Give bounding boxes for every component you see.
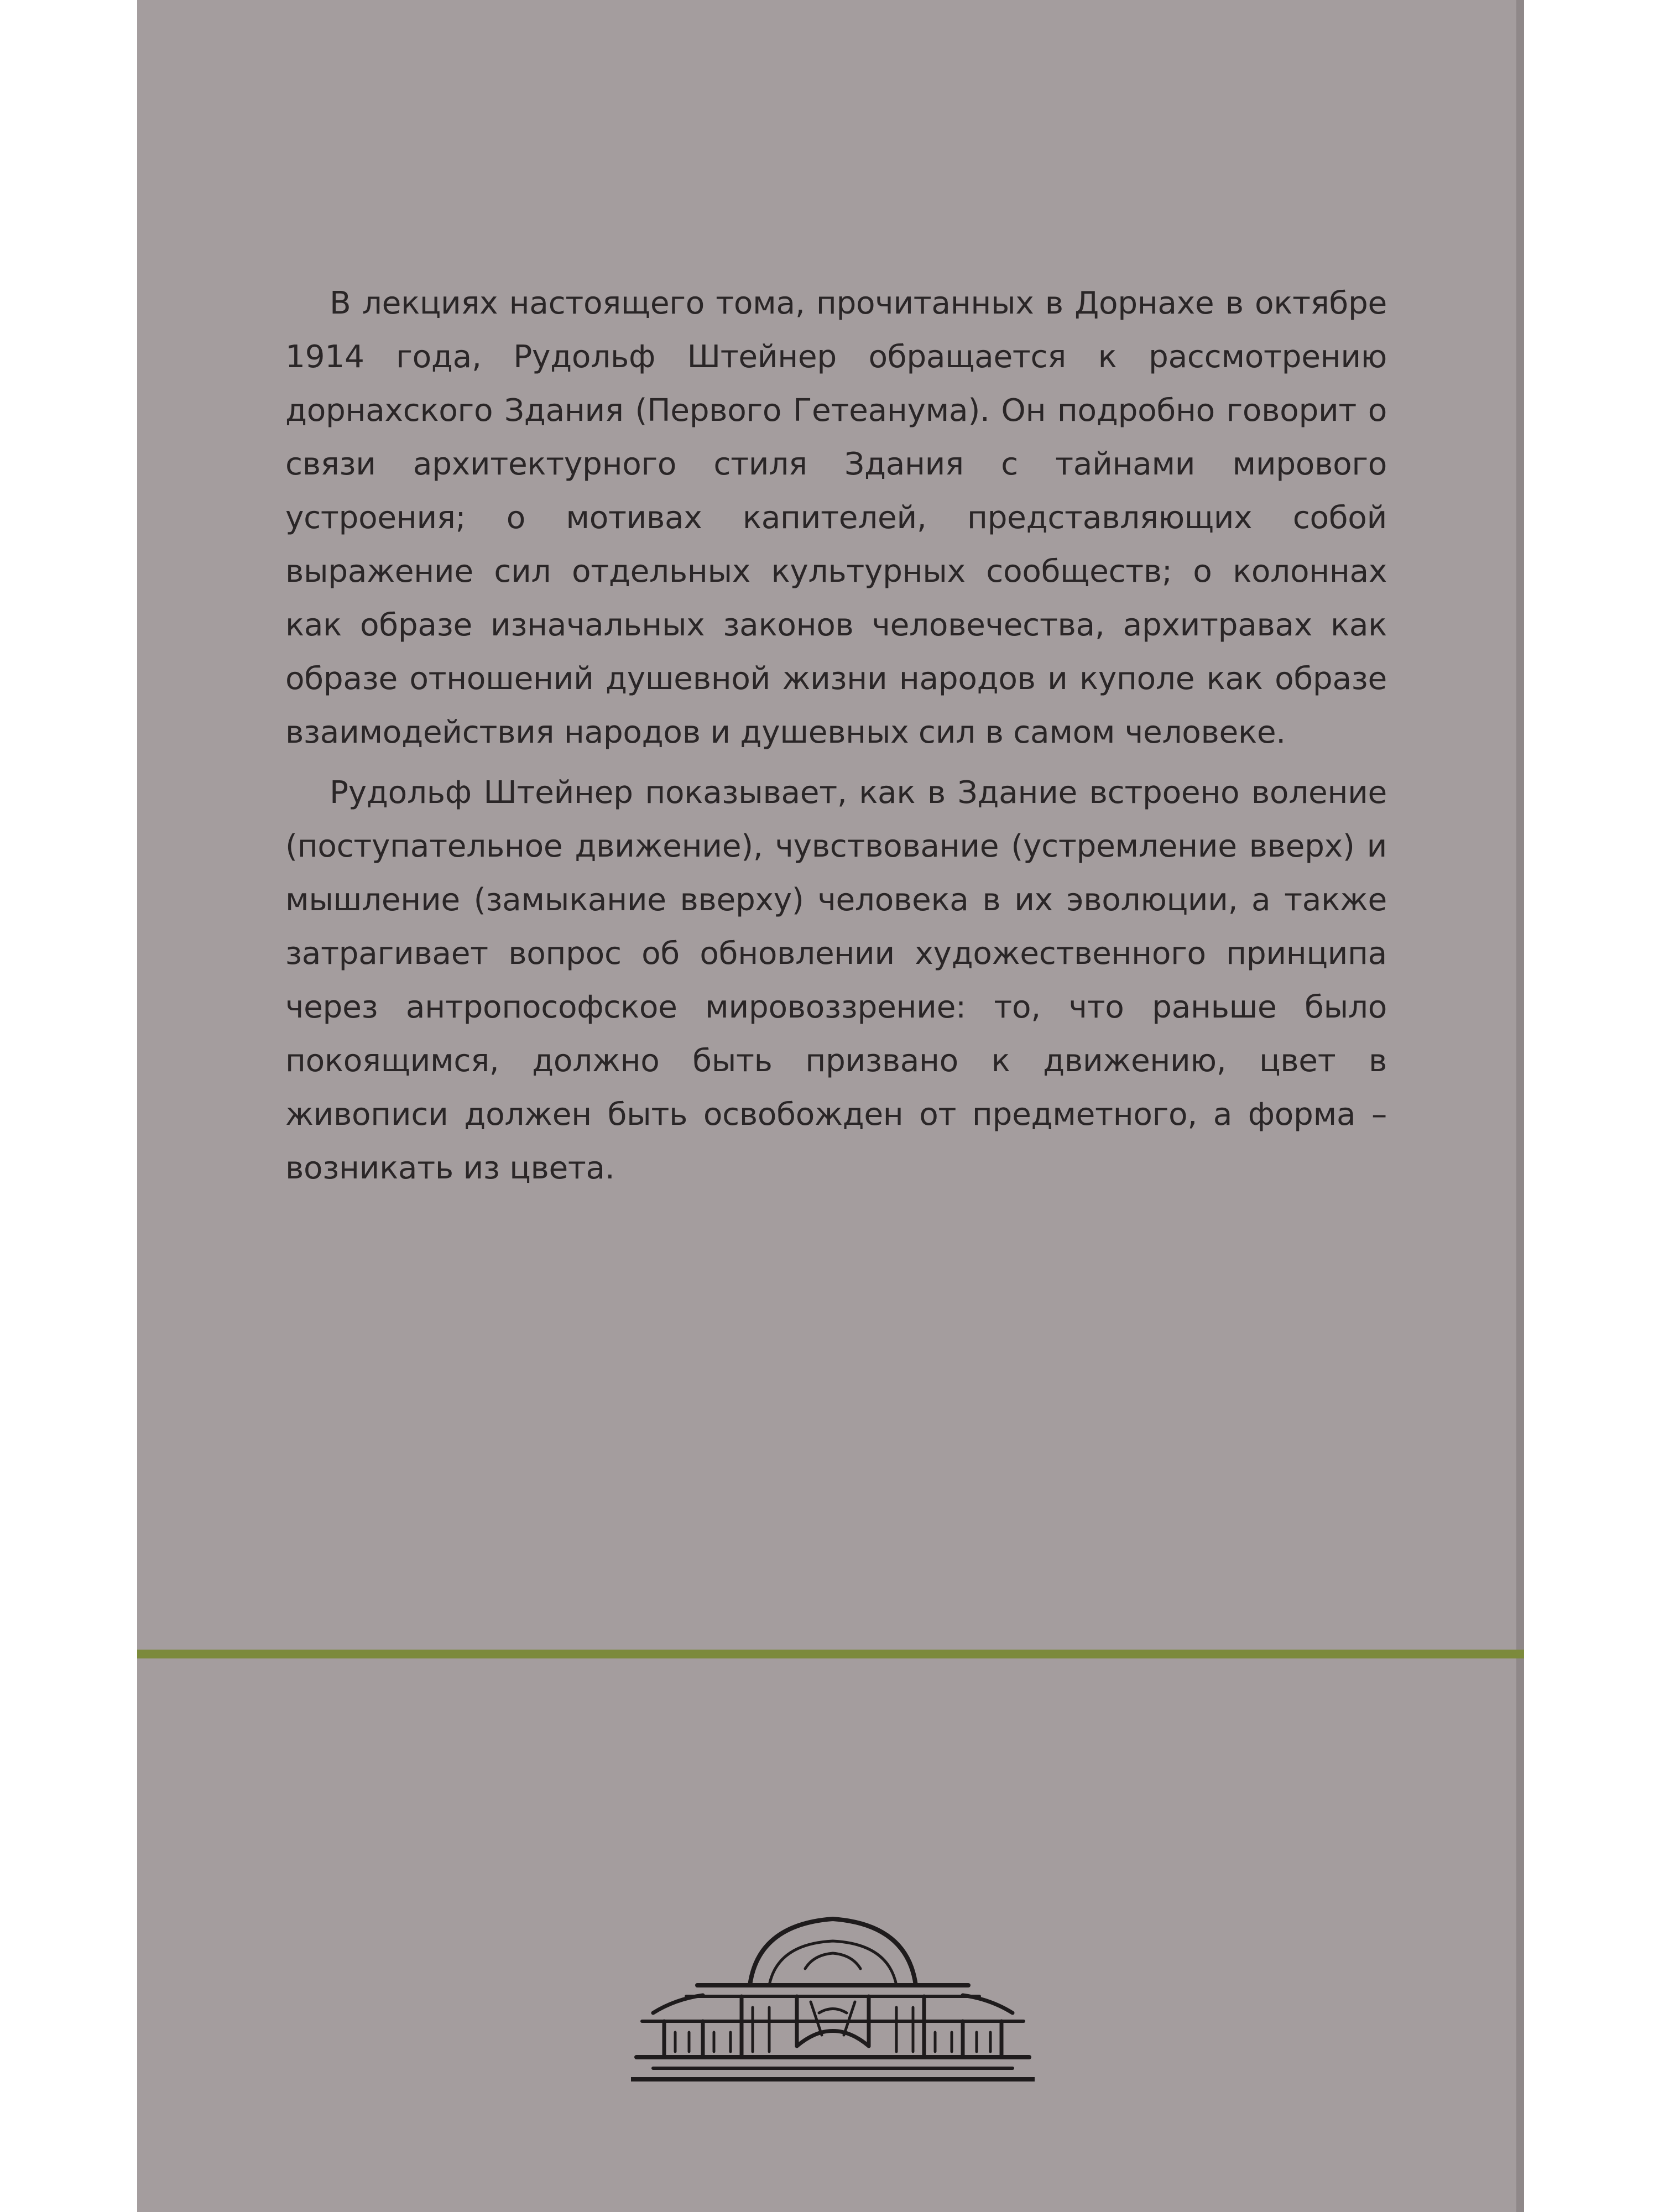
cover-edge (1516, 0, 1524, 2212)
goetheanum-building-icon (631, 1902, 1035, 2085)
blurb-paragraph-2: Рудольф Штейнер показывает, как в Здание встроено воление (поступательное движение), чувствование (устремление вверх) и мышление (замыкание вверху) человека в их эволюции, а также затрагивает вопрос об обновлении художественного принципа через антропософское мировоззрение: то, что раньше было покоящимся, должно быть призвано к движению, цвет в живописи должен быть освобожден от предметного, а форма – возникать из цвета. (285, 775, 1387, 1186)
green-divider-line (137, 1650, 1524, 1658)
blurb-paragraph-1: В лекциях настоящего тома, прочитанных в Дорнахе в октябре 1914 года, Рудольф Штейнер обращается к рассмотрению дорнахского Здания (Первого Гетеанума). Он подробно говорит о связи архитектурного стиля Здания с тайнами мирового устроения; о мотивах капителей, представляющих собой выражение сил отдельных культурных сообществ; о колоннах как образе изначальных законов человечества, архитравах как образе отношений душевной жизни народов и куполе как образе взаимодействия народов и душевных сил в самом человеке. (285, 285, 1387, 750)
book-back-cover (137, 0, 1524, 2212)
blurb-text (285, 276, 1387, 1195)
